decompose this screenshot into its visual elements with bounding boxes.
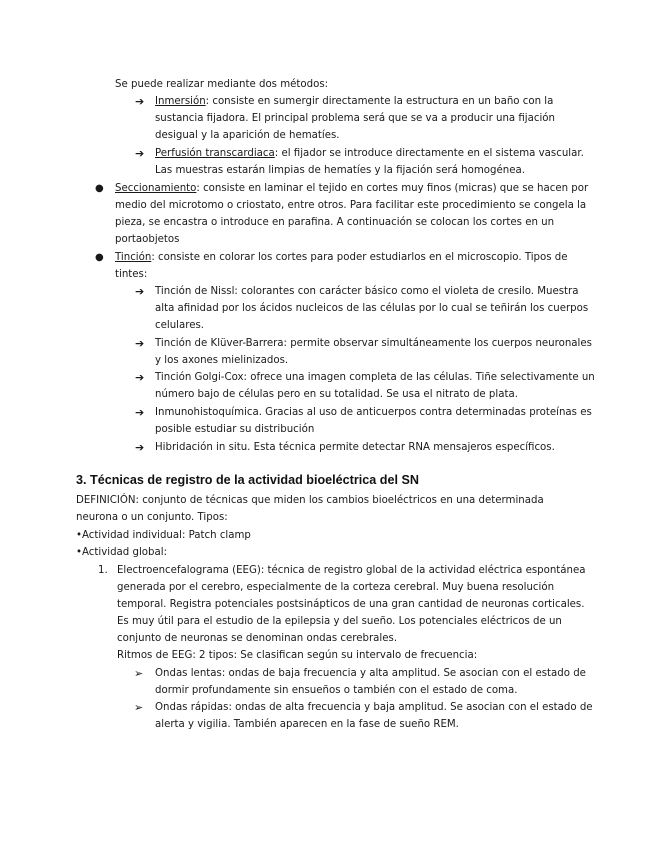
arrow-right-icon: ➔ [135, 337, 145, 350]
method-text-line: desigual y la aparición de hematíes. [155, 130, 340, 141]
method-text: : consiste en sumergir directamente la estructura en un baño con la [205, 96, 554, 107]
tincion-line: tintes: [115, 269, 148, 280]
arrow-right-icon: ➔ [135, 147, 145, 160]
eeg-line: temporal. Registra potenciales postsinápticos de una gran cantidad de neuronas corticales. [117, 599, 585, 610]
list-number: 1. [98, 565, 108, 576]
definition-line: neurona o un conjunto. Tipos: [76, 512, 228, 523]
intro-text: Se puede realizar mediante dos métodos: [115, 79, 329, 90]
tinte-line: celulares. [155, 320, 205, 331]
wave-line: Ondas rápidas: ondas de alta frecuencia y baja amplitud. Se asocian con el estado de [155, 702, 593, 713]
type-line: •Actividad global: [76, 547, 168, 558]
type-line: •Actividad individual: Patch clamp [76, 530, 251, 541]
arrow-right-icon: ➔ [135, 285, 145, 298]
seccionamiento-line: pieza, se encastra o introduce en parafina. A continuación se colocan los cortes en un [115, 217, 555, 228]
method-text: : el fijador se introduce directamente en el sistema vascular. [274, 148, 584, 159]
bullet-icon: ● [95, 183, 104, 194]
tinte-line: Inmunohistoquímica. Gracias al uso de anticuerpos contra determinadas proteínas es [155, 407, 592, 418]
tinte-line: y los axones mielinizados. [155, 355, 289, 366]
double-chevron-icon: ➢ [134, 667, 144, 680]
tincion-term: Tinción [115, 252, 152, 263]
wave-line: dormir profundamente sin ensueños o también con el estado de coma. [155, 685, 518, 696]
method-term: Perfusión transcardiaca [155, 148, 275, 159]
definition-line: DEFINICIÓN: conjunto de técnicas que miden los cambios bioeléctricos en una determinada [76, 495, 544, 506]
section-heading: 3. Técnicas de registro de la actividad bioeléctrica del SN [76, 473, 419, 487]
method-term: Inmersión [155, 96, 206, 107]
wave-line: Ondas lentas: ondas de baja frecuencia y alta amplitud. Se asocian con el estado de [155, 668, 586, 679]
eeg-line: conjunto de neuronas se denominan ondas cerebrales. [117, 633, 398, 644]
seccionamiento-line: medio del microtomo o criostato, entre otros. Para facilitar este procedimiento se congela la [115, 200, 587, 211]
double-chevron-icon: ➢ [134, 701, 144, 714]
arrow-right-icon: ➔ [135, 95, 145, 108]
seccionamiento-text: : consiste en laminar el tejido en cortes muy finos (micras) que se hacen por [196, 183, 589, 194]
method-perfusion [155, 145, 584, 162]
seccionamiento-term: Seccionamiento [115, 183, 197, 194]
method-inmersion [155, 93, 553, 110]
arrow-right-icon: ➔ [135, 371, 145, 384]
method-text-line: Las muestras estarán limpias de hematíes y la fijación será homogénea. [155, 165, 525, 176]
tinte-line: Hibridación in situ. Esta técnica permite detectar RNA mensajeros específicos. [155, 442, 555, 453]
tinte-line: posible estudiar su distribución [155, 424, 315, 435]
tinte-line: número bajo de células pero en su totalidad. Se usa el nitrato de plata. [155, 389, 518, 400]
tincion-text: : consiste en colorar los cortes para poder estudiarlos en el microscopio. Tipos de [151, 252, 568, 263]
bullet-icon: ● [95, 252, 104, 263]
eeg-line: Ritmos de EEG: 2 tipos: Se clasifican según su intervalo de frecuencia: [117, 650, 478, 661]
arrow-right-icon: ➔ [135, 406, 145, 419]
tinte-line: alta afinidad por los ácidos nucleicos de las células por lo cual se teñirán los cuerpos [155, 303, 589, 314]
arrow-right-icon: ➔ [135, 441, 145, 454]
seccionamiento-line: portaobjetos [115, 234, 180, 245]
seccionamiento-item [115, 180, 588, 197]
wave-line: alerta y vigilia. También aparecen en la fase de sueño REM. [155, 719, 459, 730]
tinte-line: Tinción Golgi-Cox: ofrece una imagen completa de las células. Tiñe selectivamente un [155, 372, 595, 383]
tinte-line: Tinción de Klüver-Barrera: permite observar simultáneamente los cuerpos neuronales [155, 338, 592, 349]
eeg-line: Electroencefalograma (EEG): técnica de registro global de la actividad eléctrica espontánea [117, 565, 586, 576]
method-text-line: sustancia fijadora. El principal problema será que se va a producir una fijación [155, 113, 555, 124]
tincion-item [115, 249, 568, 266]
eeg-line: Es muy útil para el estudio de la epilepsia y del sueño. Los potenciales eléctricos de un [117, 616, 562, 627]
tinte-line: Tinción de Nissl: colorantes con carácter básico como el violeta de cresilo. Muestra [155, 286, 579, 297]
eeg-line: generada por el cerebro, especialmente de la corteza cerebral. Muy buena resolución [117, 582, 555, 593]
